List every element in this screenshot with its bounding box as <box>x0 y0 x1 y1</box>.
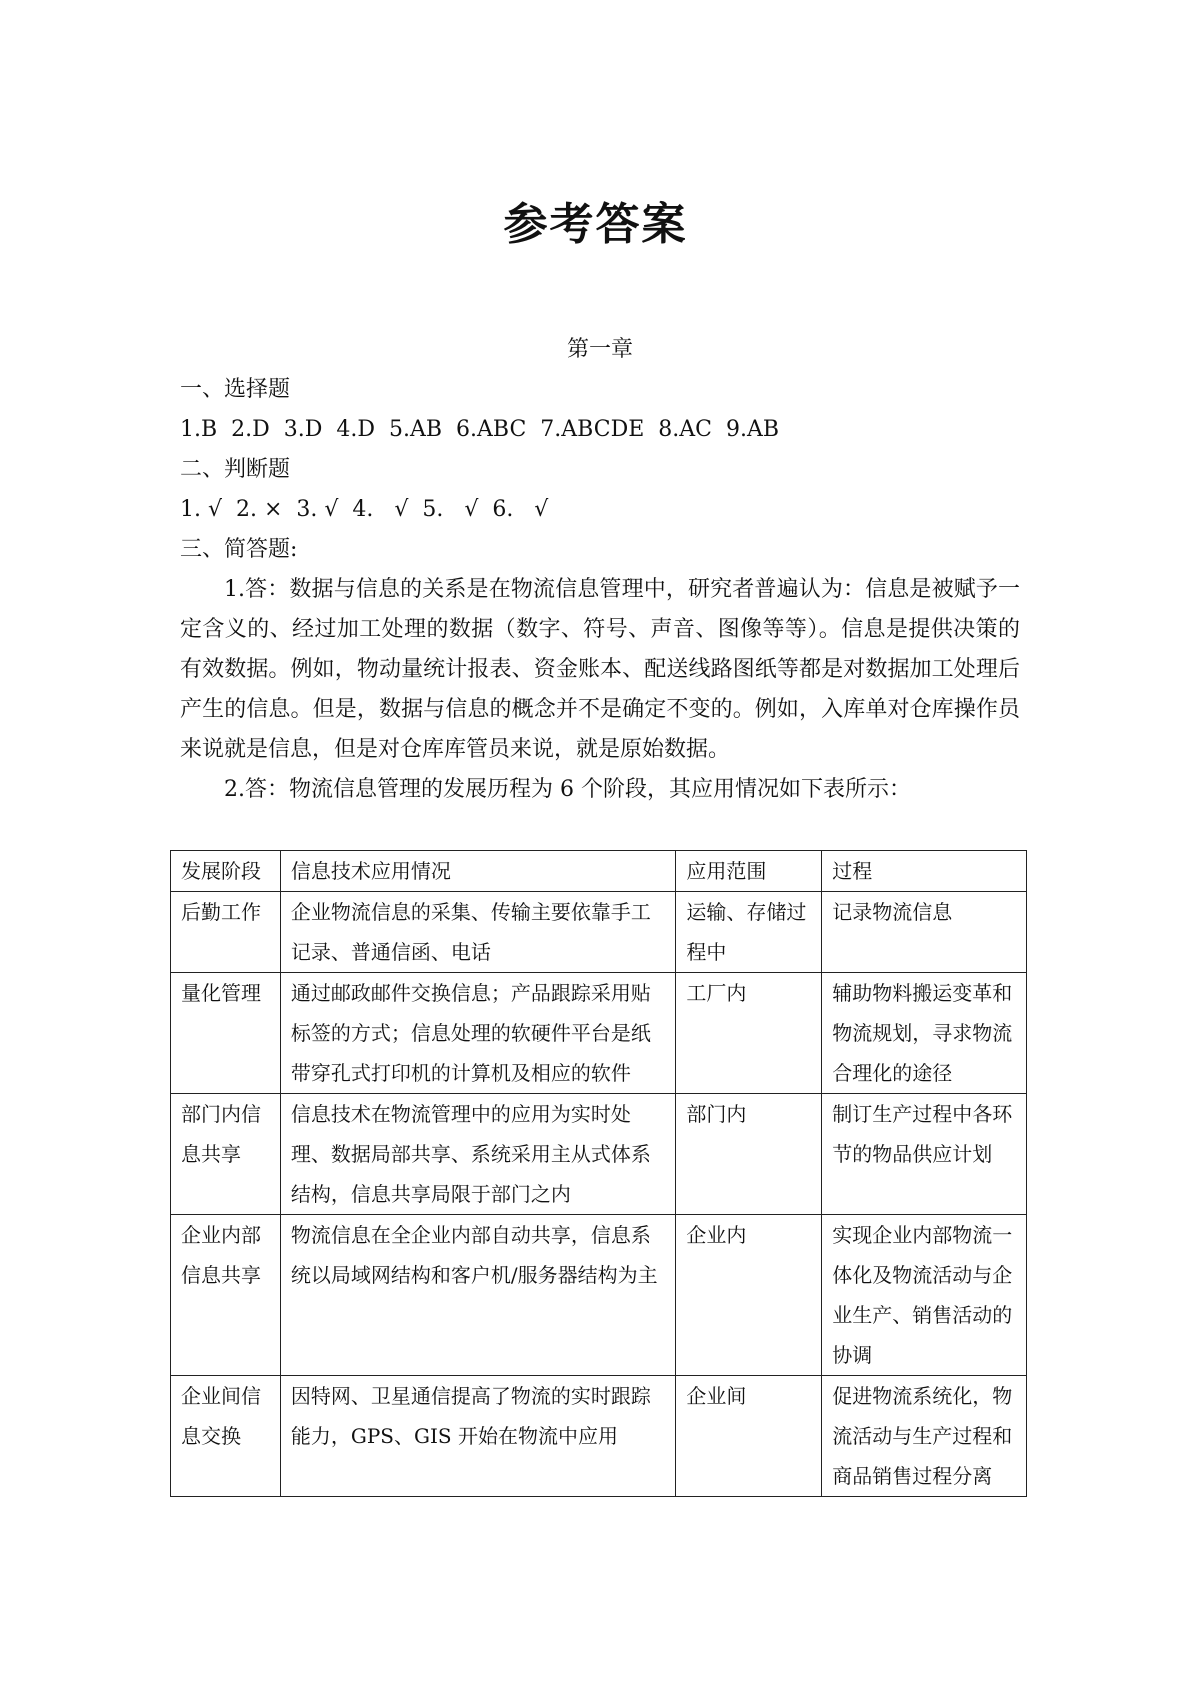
table-header-row <box>171 851 1027 892</box>
chapter-heading: 第一章 <box>566 337 633 362</box>
judge-answers: 1. √ 2. × 3. √ 4. √ 5. √ 6. √ <box>180 497 549 522</box>
table-cell: 通过邮政邮件交换信息；产品跟踪采用贴标签的方式；信息处理的软硬件平台是纸带穿孔式打印机的计算机及相应的软件 <box>280 973 675 1094</box>
table-row <box>171 1376 1027 1497</box>
table-row <box>171 1094 1027 1215</box>
table-cell: 记录物流信息 <box>822 892 1027 973</box>
table-header-cell: 应用范围 <box>676 851 822 892</box>
table-cell: 部门内信息共享 <box>171 1094 281 1215</box>
table-cell: 后勤工作 <box>171 892 281 973</box>
table-cell: 制订生产过程中各环节的物品供应计划 <box>822 1094 1027 1215</box>
table-cell: 因特网、卫星通信提高了物流的实时跟踪能力，GPS、GIS 开始在物流中应用 <box>280 1376 675 1497</box>
judge-heading: 二、判断题 <box>180 457 291 482</box>
table-cell: 促进物流系统化，物流活动与生产过程和商品销售过程分离 <box>822 1376 1027 1497</box>
table-header-cell: 信息技术应用情况 <box>280 851 675 892</box>
table-cell: 运输、存储过程中 <box>676 892 822 973</box>
choice-heading: 一、选择题 <box>180 377 291 402</box>
table-header-cell: 过程 <box>822 851 1027 892</box>
table-cell: 企业物流信息的采集、传输主要依靠手工记录、普通信函、电话 <box>280 892 675 973</box>
table-cell: 企业内部信息共享 <box>171 1215 281 1376</box>
table-cell: 企业间 <box>676 1376 822 1497</box>
table-row <box>171 973 1027 1094</box>
table-cell: 量化管理 <box>171 973 281 1094</box>
development-stage-table <box>170 850 1027 1497</box>
table-cell: 工厂内 <box>676 973 822 1094</box>
table-cell: 实现企业内部物流一体化及物流活动与企业生产、销售活动的协调 <box>822 1215 1027 1376</box>
short-answer-1: 1.答：数据与信息的关系是在物流信息管理中，研究者普遍认为：信息是被赋予一定含义的、经过加工处理的数据（数字、符号、声音、图像等等）。信息是提供决策的有效数据。例如，物动量统计报表、资金账本、配送线路图纸等都是对数据加工处理后产生的信息。但是，数据与信息的概念并不是确定不变的。例如，入库单对仓库操作员来说就是信息，但是对仓库库管员来说，就是原始数据。 <box>180 577 1020 762</box>
table-cell: 物流信息在全企业内部自动共享，信息系统以局域网结构和客户机/服务器结构为主 <box>280 1215 675 1376</box>
table-cell: 辅助物料搬运变革和物流规划，寻求物流合理化的途径 <box>822 973 1027 1094</box>
table-cell: 信息技术在物流管理中的应用为实时处理、数据局部共享、系统采用主从式体系结构，信息共享局限于部门之内 <box>280 1094 675 1215</box>
choice-answers: 1.B 2.D 3.D 4.D 5.AB 6.ABC 7.ABCDE 8.AC 9.AB <box>180 417 780 442</box>
short-answer-2: 2.答：物流信息管理的发展历程为 6 个阶段，其应用情况如下表所示： <box>224 777 911 802</box>
table-cell: 部门内 <box>676 1094 822 1215</box>
table-row <box>171 892 1027 973</box>
table-cell: 企业内 <box>676 1215 822 1376</box>
table-row <box>171 1215 1027 1376</box>
table-header-cell: 发展阶段 <box>171 851 281 892</box>
answer-content <box>180 330 1020 810</box>
short-answer-heading: 三、简答题: <box>180 537 298 562</box>
table-cell: 企业间信息交换 <box>171 1376 281 1497</box>
page-title: 参考答案 <box>503 199 688 250</box>
